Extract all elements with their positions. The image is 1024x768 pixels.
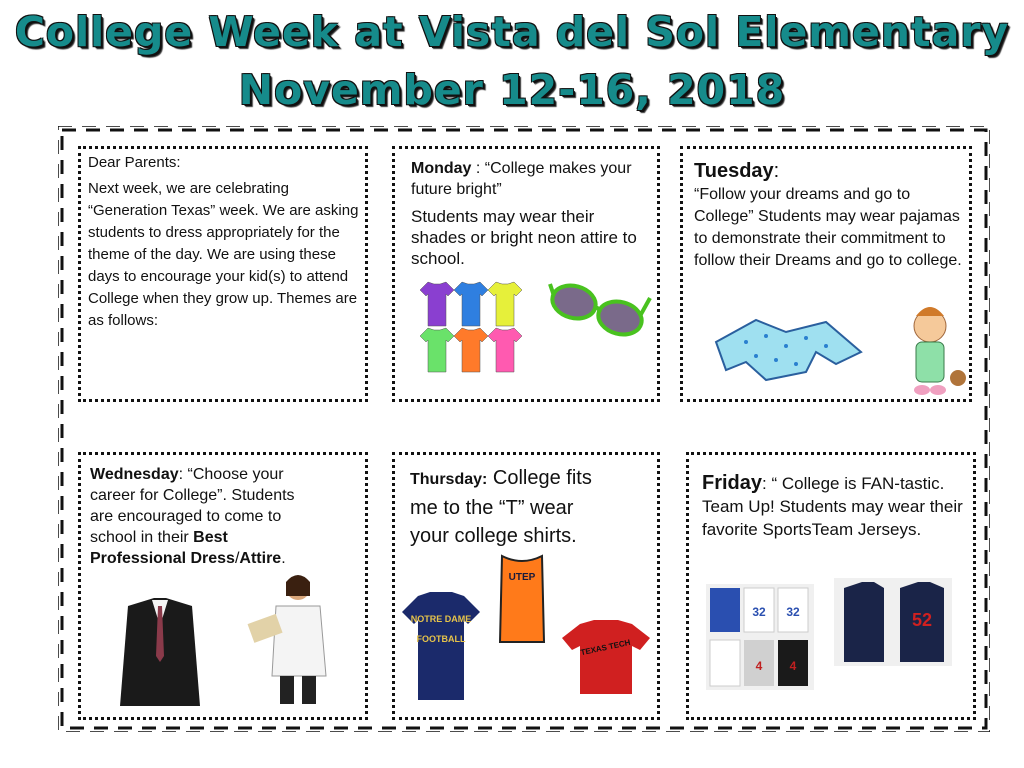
- neon-tshirt: [420, 282, 454, 326]
- wednesday-theme: : “Choose your career for College”. Students are encouraged to come to school in their: [90, 466, 295, 546]
- tuesday-colon: :: [773, 160, 780, 182]
- tuesday-text: [694, 158, 966, 272]
- wednesday-day: Wednesday: [90, 466, 179, 483]
- jersey-number-4: 4: [789, 659, 797, 673]
- thursday-text: [410, 464, 610, 550]
- page-title-line-1: College Week at Vista del Sol Elementary: [14, 8, 1010, 56]
- utep-shirt-image: [494, 552, 550, 644]
- notre-dame-text-1: NOTRE DAME: [410, 614, 472, 624]
- intro-text: [88, 152, 360, 332]
- utep-text: UTEP: [508, 572, 536, 583]
- page-title-line-2: November 12-16, 2018: [238, 66, 786, 114]
- pajamas-image: [706, 312, 868, 382]
- boy-in-pajamas-image: [904, 298, 970, 398]
- neon-tshirts-image: [418, 280, 528, 380]
- neon-tshirt: [454, 282, 488, 326]
- friday-body: : “ College is FAN-tastic. Team Up! Students may wear their favorite SportsTeam Jerseys.: [702, 474, 963, 539]
- basketball-jerseys-image: [706, 584, 814, 690]
- neon-tshirt: [420, 328, 454, 372]
- intro-body: Next week, we are celebrating “Generation Texas” week. We are asking students to dress appropriately for the theme of the day. We are using these days to encourage your kid(s) to attend College when they grow up. Themes are as follows:: [88, 180, 359, 329]
- thursday-day: Thursday:: [410, 471, 488, 488]
- friday-day: Friday: [702, 472, 763, 494]
- red-sox-number: 52: [911, 610, 933, 630]
- notre-dame-text-2: FOOTBALL: [416, 634, 466, 644]
- neon-tshirt: [454, 328, 488, 372]
- monday-day: Monday: [411, 160, 472, 177]
- monday-text: [411, 158, 647, 269]
- texas-tech-text: TEXAS TECH: [579, 637, 632, 658]
- wednesday-bold: Best Professional Dress: [90, 529, 235, 567]
- neon-tshirt: [488, 282, 522, 326]
- monday-body: Students may wear their shades or bright neon attire to school.: [411, 207, 637, 268]
- doctor-image: [246, 572, 342, 708]
- friday-text: [702, 472, 964, 541]
- wednesday-end: .: [281, 550, 286, 567]
- neon-tshirt: [488, 328, 522, 372]
- thursday-body: College fits me to the “T” wear your college shirts.: [410, 467, 592, 547]
- tuesday-body: “Follow your dreams and go to College” Students may wear pajamas to demonstrate their commitment to follow their Dreams and go to college.: [694, 186, 962, 269]
- jersey-number-3: 4: [755, 659, 763, 673]
- red-sox-jersey-image: [834, 578, 952, 666]
- monday-theme: : “College makes your future bright”: [411, 160, 632, 198]
- tuesday-day: Tuesday: [694, 160, 774, 182]
- notre-dame-shirt-image: [400, 592, 482, 702]
- wednesday-slash: /: [234, 550, 240, 567]
- sunglasses-image: [548, 276, 652, 346]
- jersey-number-2: 32: [786, 605, 800, 619]
- suit-image: [118, 596, 202, 708]
- jersey-number-1: 32: [752, 605, 766, 619]
- texas-tech-shirt-image: [560, 620, 652, 696]
- wednesday-text: [90, 464, 318, 569]
- intro-greeting: Dear Parents:: [88, 154, 181, 171]
- wednesday-bold-2: Attire: [239, 550, 282, 567]
